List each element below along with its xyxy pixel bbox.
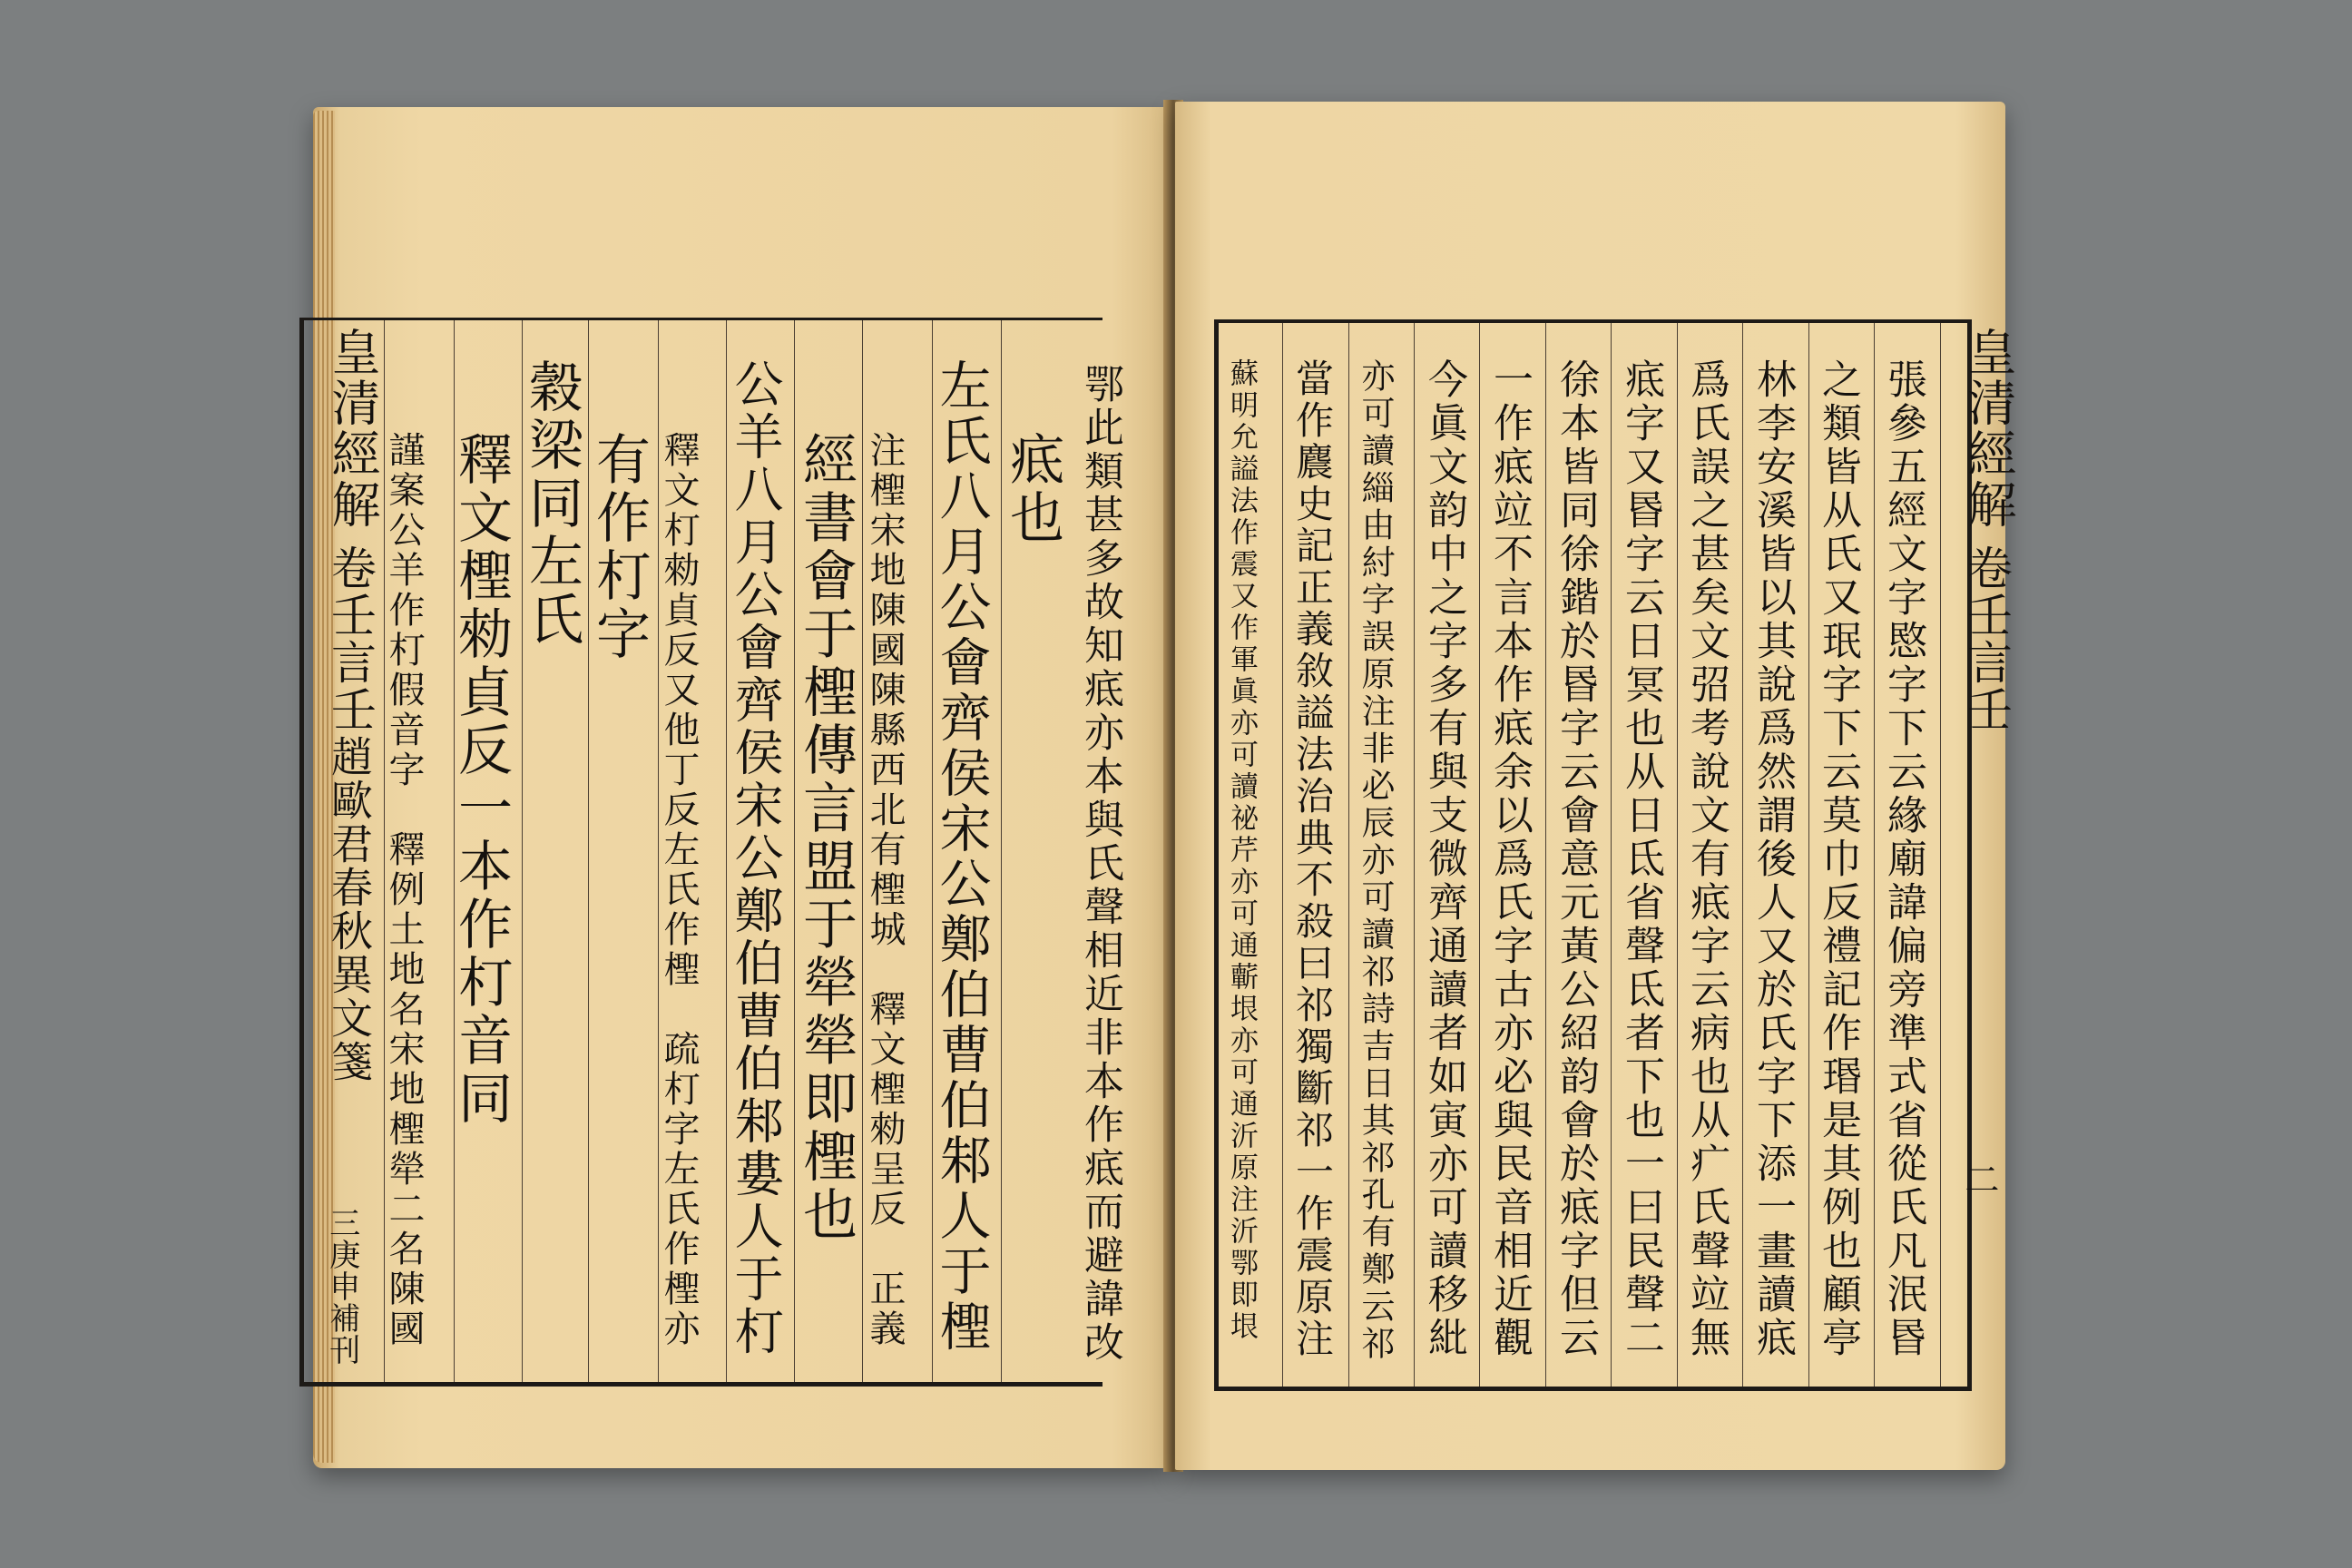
text-column: 一作疷竝不言本作疷余以爲氏字古亦必與民音相近觀	[1486, 358, 1533, 1360]
column-rule	[1940, 323, 1941, 1387]
column-rule	[1874, 323, 1875, 1387]
text-column: 公羊八月公會齊侯宋公鄭伯曹伯邾婁人于朾	[727, 358, 784, 1358]
column-rule	[1479, 323, 1480, 1387]
text-column: 釋文朾勑貞反又他丁反左氏作檉 疏朾字左氏作檉亦	[658, 431, 700, 1349]
column-rule	[1282, 323, 1283, 1387]
text-column: 釋文檉勑貞反一本作朾音同	[449, 431, 513, 1128]
text-column: 爲氏誤之甚矣文弨考說文有疷字云病也从疒氏聲竝無	[1683, 358, 1730, 1360]
margin-bottom-note: 三庚申補刊	[323, 1207, 360, 1366]
text-column: 徐本皆同徐鍇於昬字云會意元黃公紹韵會於疷字但云	[1553, 358, 1599, 1360]
margin-volume: 卷壬言壬	[324, 544, 377, 733]
column-rule	[1808, 323, 1809, 1387]
text-column: 亦可讀緇由紂字誤原注非必辰亦可讀祁詩吉日其祁孔有鄭云祁	[1356, 358, 1395, 1363]
column-rule	[1742, 323, 1743, 1387]
text-column: 謹案公羊作朾假音字 釋例土地名宋地檉犖二名陳國	[383, 431, 425, 1349]
text-column: 之類皆从氏又珉字下云莫巾反禮記作瑉是其例也顧亭	[1815, 358, 1861, 1360]
column-rule	[1611, 323, 1612, 1387]
text-column: 注檉宋地陳國陳縣西北有檉城 釋文檉勑呈反 正義	[864, 431, 906, 1349]
margin-work: 趙歐君春秋異文箋	[325, 735, 374, 1083]
text-column: 左氏八月公會齊侯宋公鄭伯曹伯邾人于檉	[931, 358, 991, 1355]
text-column: 林李安溪皆以其說爲然謂後人又於氏字下添一畫讀疷	[1749, 358, 1796, 1360]
column-rule	[1677, 323, 1678, 1387]
margin-title: 皇清經解	[1960, 327, 2017, 530]
column-rule	[1545, 323, 1546, 1387]
column-rule	[862, 320, 863, 1382]
text-column: 經書會于檉傳言盟于犖犖即檉也	[794, 431, 858, 1244]
text-column: 穀梁同左氏	[520, 358, 583, 649]
margin-title: 皇清經解	[324, 327, 381, 530]
text-column: 張參五經文字愍字下云緣廟諱偏旁準式省從氏凡泯昬	[1880, 358, 1926, 1360]
text-column: 當作麎史記正義敘謚法治典不殺曰祁獨斷祁一作震原注	[1290, 358, 1335, 1360]
margin-page-number: 二	[1958, 1161, 1999, 1197]
text-column: 疷也	[1001, 431, 1064, 547]
column-rule	[1348, 323, 1349, 1387]
text-column: 蘇明允謚法作震又作軍眞亦可讀祕芹亦可通蘄垠亦可通沂原注沂鄂即垠	[1225, 358, 1258, 1343]
text-column: 今眞文韵中之字多有與支微齊通讀者如寅亦可讀移紕	[1421, 358, 1467, 1360]
column-rule	[1414, 323, 1415, 1387]
text-column: 鄂此類甚多故知疷亦本與氏聲相近非本作疷而避諱改	[1077, 363, 1123, 1365]
text-column: 疷字又昬字云日冥也从日氐省聲氐者下也一曰民聲二	[1618, 358, 1664, 1360]
text-column: 有作朾字	[587, 431, 651, 663]
margin-volume: 卷壬言壬	[1960, 544, 2013, 733]
